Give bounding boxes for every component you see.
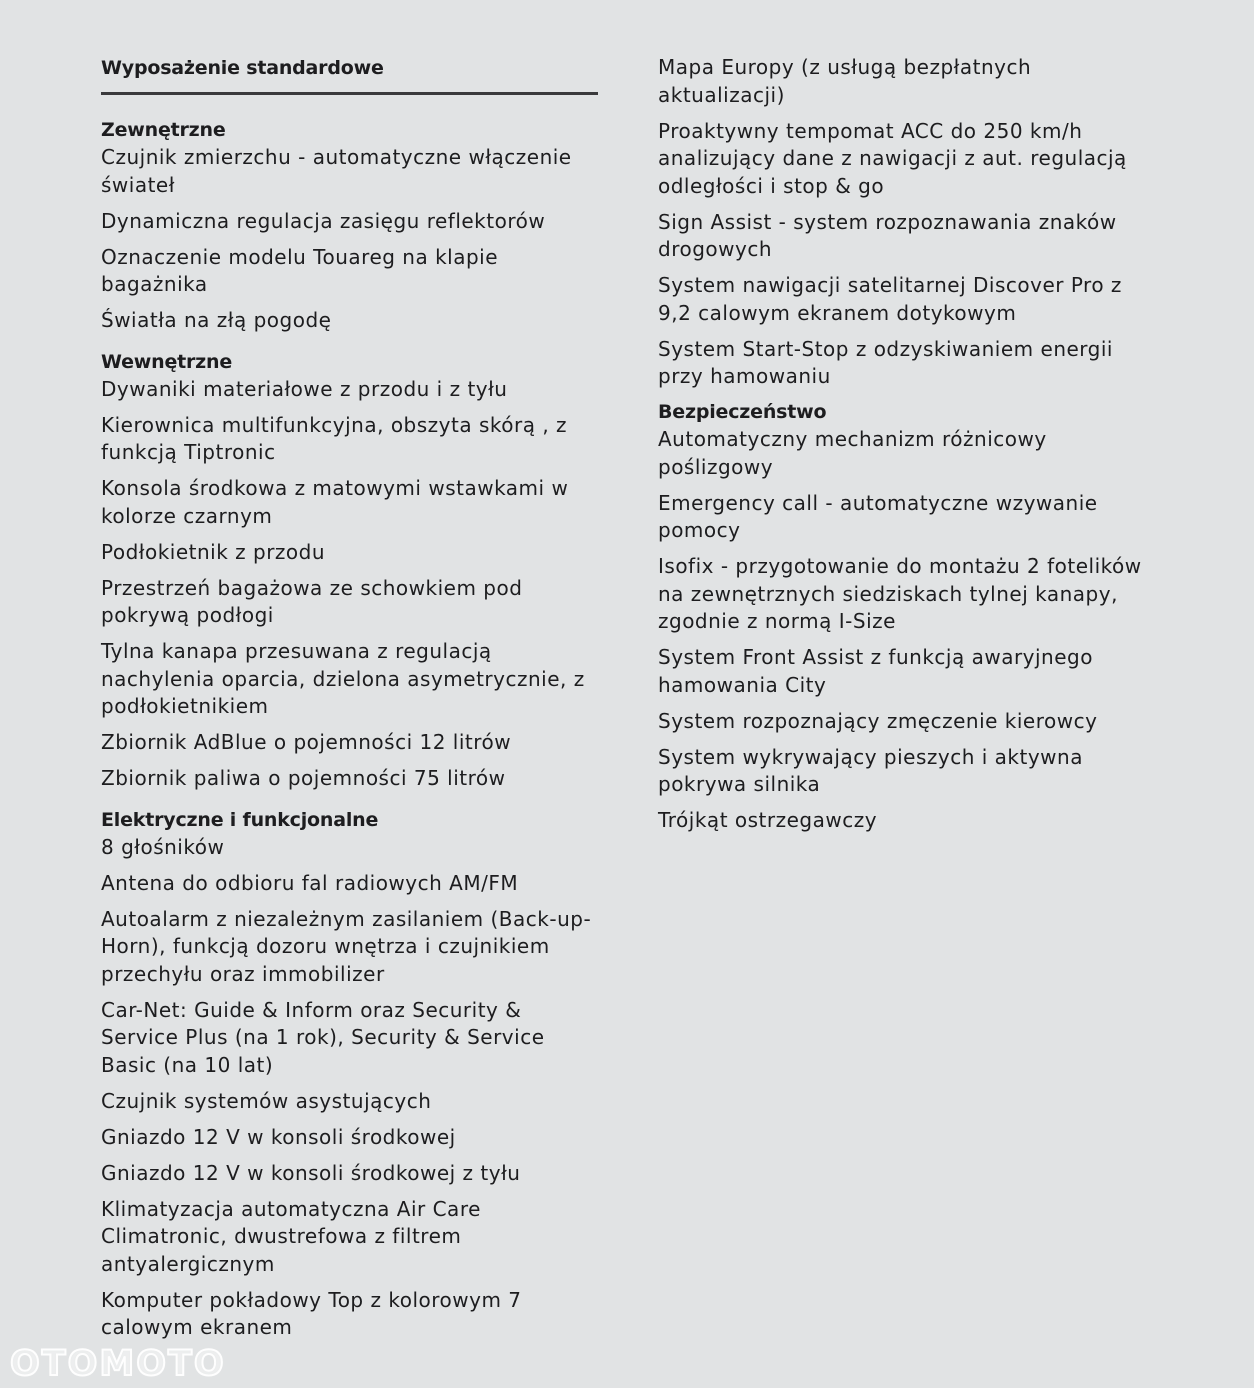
list-item: Gniazdo 12 V w konsoli środkowej xyxy=(101,1124,456,1149)
section-heading: Wewnętrzne xyxy=(101,350,233,373)
list-item: Automatyczny mechanizm różnicowy poślizgowy xyxy=(658,427,1047,479)
otomoto-watermark: OTOMOTO xyxy=(10,1344,226,1384)
list-item: Gniazdo 12 V w konsoli środkowej z tyłu xyxy=(101,1160,521,1185)
list-item: System Start-Stop z odzyskiwaniem energii przy hamowaniu xyxy=(658,336,1113,388)
left-column xyxy=(101,52,601,1350)
section-exterior xyxy=(101,117,601,335)
equipment-list-continued xyxy=(658,54,1158,391)
list-item: Podłokietnik z przodu xyxy=(101,539,326,564)
equipment-list xyxy=(101,376,601,793)
list-item: Przestrzeń bagażowa ze schowkiem pod pokrywą podłogi xyxy=(101,575,523,627)
page-title: Wyposażenie standardowe xyxy=(101,52,598,95)
list-item: Trójkąt ostrzegawczy xyxy=(658,808,878,832)
list-item: Tylna kanapa przesuwana z regulacją nachylenia oparcia, dzielona asymetrycznie, z podłokietnikiem xyxy=(101,639,585,718)
right-column xyxy=(658,52,1158,843)
list-item: Proaktywny tempomat ACC do 250 km/h analizujący dane z nawigacji z aut. regulacją odległości i stop & go xyxy=(658,118,1127,198)
section-safety xyxy=(658,399,1158,835)
equipment-list xyxy=(658,426,1158,835)
list-item: Kierownica multifunkcyjna, obszyta skórą , z funkcją Tiptronic xyxy=(101,412,568,464)
list-item: Car-Net: Guide & Inform oraz Security & Service Plus (na 1 rok), Security & Service Basic (na 10 lat) xyxy=(101,997,545,1077)
list-item: System wykrywający pieszych i aktywna pokrywa silnika xyxy=(658,744,1083,796)
list-item: Komputer pokładowy Top z kolorowym 7 calowym ekranem xyxy=(101,1287,522,1339)
section-heading: Zewnętrzne xyxy=(101,119,226,141)
section-electrical xyxy=(101,807,601,1342)
list-item: Oznaczenie modelu Touareg na klapie bagażnika xyxy=(101,244,499,296)
list-item: Czujnik systemów asystujących xyxy=(101,1088,432,1113)
list-item: Sign Assist - system rozpoznawania znaków drogowych xyxy=(658,209,1117,261)
section-heading: Elektryczne i funkcjonalne xyxy=(101,808,379,831)
list-item: Dynamiczna regulacja zasięgu reflektorów xyxy=(101,208,546,233)
equipment-list xyxy=(101,834,601,1342)
list-item: System rozpoznający zmęczenie kierowcy xyxy=(658,708,1098,733)
list-item: Emergency call - automatyczne wzywanie pomocy xyxy=(658,490,1098,542)
list-item: Czujnik zmierzchu - automatyczne włączenie świateł xyxy=(101,145,572,197)
list-item: Zbiornik paliwa o pojemności 75 litrów xyxy=(101,766,506,790)
list-item: Autoalarm z niezależnym zasilaniem (Back-up-Horn), funkcją dozoru wnętrza i czujnikiem przechyłu oraz immobilizer xyxy=(101,906,592,986)
section-heading: Bezpieczeństwo xyxy=(658,401,827,423)
list-item: Antena do odbioru fal radiowych AM/FM xyxy=(101,870,519,895)
list-item: Zbiornik AdBlue o pojemności 12 litrów xyxy=(101,730,512,754)
list-item: System nawigacji satelitarnej Discover Pro z 9,2 calowym ekranem dotykowym xyxy=(658,273,1122,325)
list-item: System Front Assist z funkcją awaryjnego hamowania City xyxy=(658,645,1093,697)
list-item: Isofix - przygotowanie do montażu 2 fotelików na zewnętrznych siedziskach tylnej kanapy, zgodnie z normą I-Size xyxy=(658,554,1142,633)
equipment-list xyxy=(101,144,601,335)
section-interior xyxy=(101,349,601,793)
list-item: Klimatyzacja automatyczna Air Care Climatronic, dwustrefowa z filtrem antyalergicznym xyxy=(101,1196,481,1276)
list-item: Mapa Europy (z usługą bezpłatnych aktualizacji) xyxy=(658,55,1032,107)
list-item: Dywaniki materiałowe z przodu i z tyłu xyxy=(101,376,508,401)
list-item: Światła na złą pogodę xyxy=(101,308,332,332)
list-item: 8 głośników xyxy=(101,834,225,859)
list-item: Konsola środkowa z matowymi wstawkami w kolorze czarnym xyxy=(101,476,569,528)
